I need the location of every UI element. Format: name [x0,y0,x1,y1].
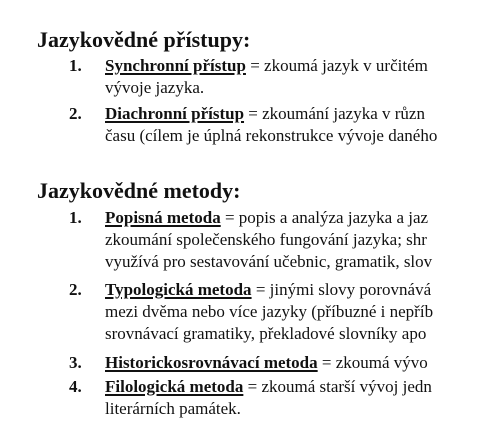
item-term: Synchronní přístup [105,56,246,75]
item-continuation-line: využívá pro sestavování učebnic, gramatik, slov [105,252,433,271]
item-continuation-line: vývoje jazyka. [105,78,205,97]
item-continuation-line: srovnávací gramatiky, překladové slovníky apo [105,324,427,343]
item-term: Filologická metoda [105,377,244,396]
item-definition: = zkoumání jazyka v různ [244,104,425,123]
item-first-line [105,207,428,229]
item-definition: = zkoumá vývo [317,353,428,372]
item-continuation-line: zkoumání společenského fungování jazyka; shr [105,230,427,249]
list-number: 3. [69,353,82,372]
list-number: 4. [69,377,82,396]
item-definition: = popis a analýza jazyka a jaz [220,208,429,227]
item-definition: = jinými slovy porovnává [251,280,432,299]
item-continuation-line: literárních památek. [105,399,241,418]
item-first-line [105,103,425,125]
item-term: Typologická metoda [105,280,252,299]
item-continuation-line: času (cílem je úplná rekonstrukce vývoje daného [105,126,438,145]
list-number: 2. [69,280,82,299]
item-first-line [105,352,428,374]
item-continuation-line: mezi dvěma nebo více jazyky (příbuzné i nepříb [105,302,434,321]
section-heading-approaches: Jazykovědné přístupy: [37,27,251,52]
list-number: 1. [69,56,82,75]
item-term: Historickosrovnávací metoda [105,353,318,372]
section-heading-methods: Jazykovědné metody: [37,178,241,203]
item-first-line [105,279,431,301]
item-first-line [105,55,428,77]
item-definition: = zkoumá jazyk v určitém [245,56,428,75]
item-term: Diachronní přístup [105,104,245,123]
item-definition: = zkoumá starší vývoj jedn [243,377,432,396]
list-number: 2. [69,104,82,123]
list-number: 1. [69,208,82,227]
item-term: Popisná metoda [105,208,221,227]
item-first-line [105,376,432,398]
